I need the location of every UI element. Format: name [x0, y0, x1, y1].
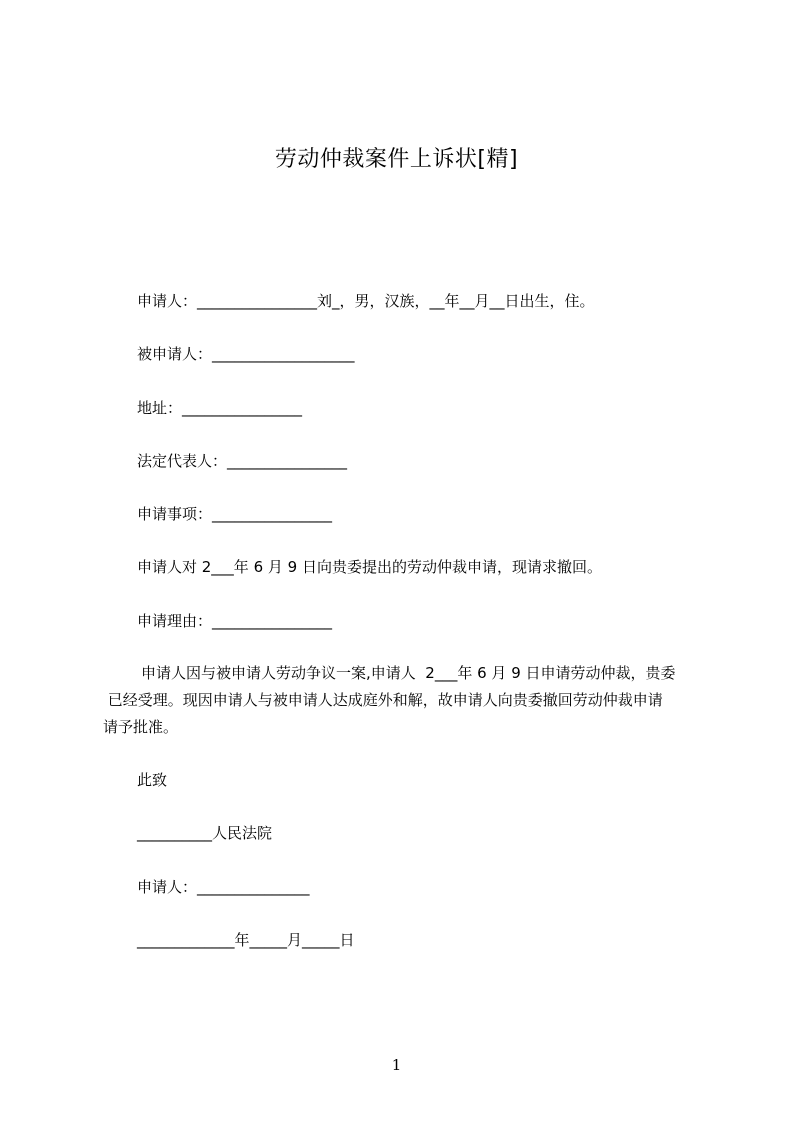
- document-title: 劳动仲裁案件上诉状[精]: [274, 147, 519, 172]
- signature-line: 申请人：_______________: [137, 878, 310, 896]
- reason-line: 申请理由：________________: [137, 612, 333, 630]
- reason-paragraph-line: 请予批准。: [103, 718, 179, 736]
- salutation: 此致: [137, 771, 168, 789]
- date-line: _____________年_____月_____日: [137, 931, 355, 949]
- respondent-line: 被申请人：___________________: [137, 345, 355, 363]
- reason-paragraph-line: 已经受理。现因申请人与被申请人达成庭外和解，故申请人向贵委撤回劳动仲裁申请: [103, 691, 663, 709]
- reason-paragraph-line: 申请人因与被申请人劳动争议一案,申请人 2___年 6 月 9 日申请劳动仲裁，贵委: [141, 664, 676, 682]
- address-line: 地址：________________: [137, 399, 303, 417]
- page-number: 1: [391, 1056, 402, 1074]
- legal-representative-line: 法定代表人：________________: [137, 452, 348, 470]
- withdrawal-request-line: 申请人对 2___年 6 月 9 日向贵委提出的劳动仲裁申请，现请求撤回。: [137, 558, 602, 576]
- court-line: __________人民法院: [137, 824, 273, 842]
- applicant-line: 申请人：________________刘_，男，汉族，__年__月__日出生，住。: [137, 292, 595, 310]
- request-matter-line: 申请事项：________________: [137, 505, 333, 523]
- reason-paragraph: [103, 660, 703, 741]
